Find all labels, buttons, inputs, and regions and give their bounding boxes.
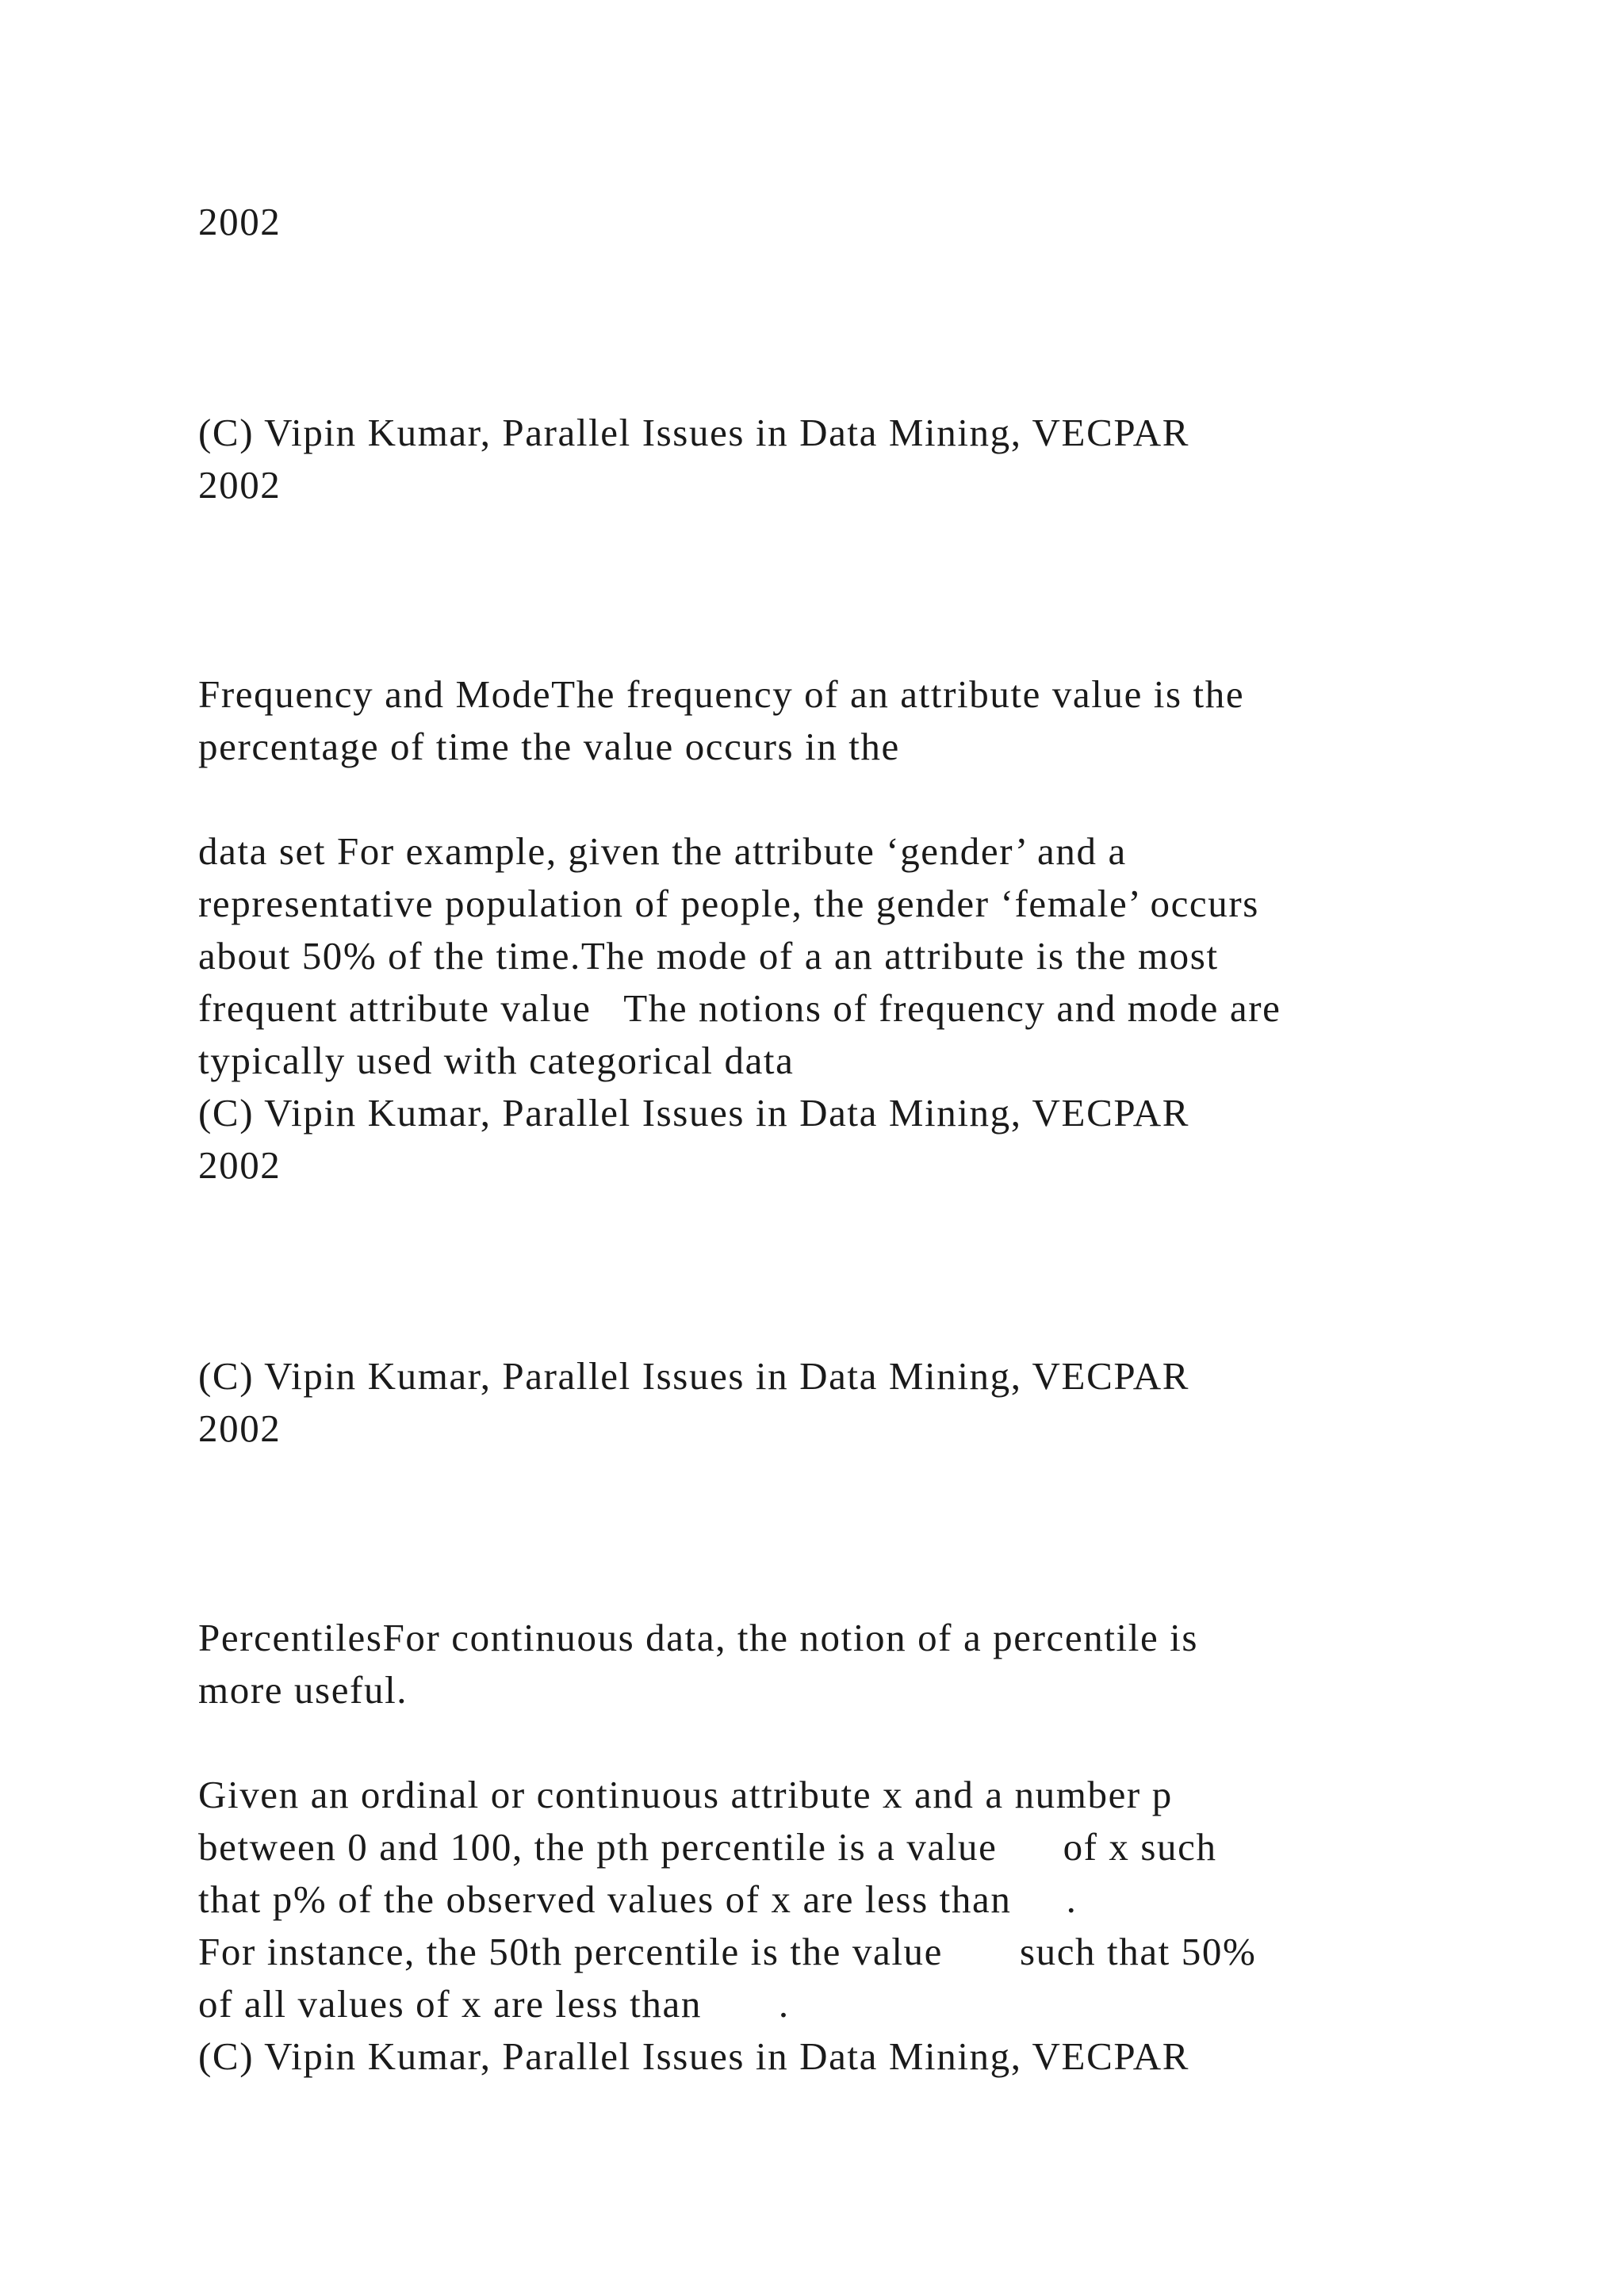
text-line: typically used with categorical data [198,1039,795,1082]
text-line: PercentilesFor continuous data, the notion of a percentile is [198,1616,1199,1659]
text-line: (C) Vipin Kumar, Parallel Issues in Data Mining, VECPAR [198,1354,1189,1398]
text-line: that p% of the observed values of x are less than . [198,1877,1078,1921]
text-line: between 0 and 100, the pth percentile is a value of x such [198,1825,1217,1869]
text-line: data set For example, given the attribute ‘gender’ and a [198,829,1127,873]
text-line: 2002 [198,463,282,507]
text-line: For instance, the 50th percentile is the value such that 50% [198,1930,1257,1973]
text-line: representative population of people, the gender ‘female’ occurs [198,882,1259,925]
text-line: Frequency and ModeThe frequency of an attribute value is the [198,672,1245,716]
text-line: percentage of time the value occurs in the [198,725,900,768]
text-line: about 50% of the time.The mode of a an attribute is the most [198,934,1219,978]
text-line: 2002 [198,200,282,243]
text-line: 2002 [198,1406,282,1450]
text-line: of all values of x are less than . [198,1982,790,2026]
text-line: (C) Vipin Kumar, Parallel Issues in Data Mining, VECPAR [198,411,1189,454]
text-line: more useful. [198,1668,408,1712]
text-line: frequent attribute value The notions of frequency and mode are [198,986,1281,1030]
text-line: Given an ordinal or continuous attribute x and a number p [198,1773,1173,1816]
text-line: 2002 [198,1143,282,1187]
text-line: (C) Vipin Kumar, Parallel Issues in Data Mining, VECPAR [198,2034,1189,2078]
text-line: (C) Vipin Kumar, Parallel Issues in Data Mining, VECPAR [198,1091,1189,1135]
